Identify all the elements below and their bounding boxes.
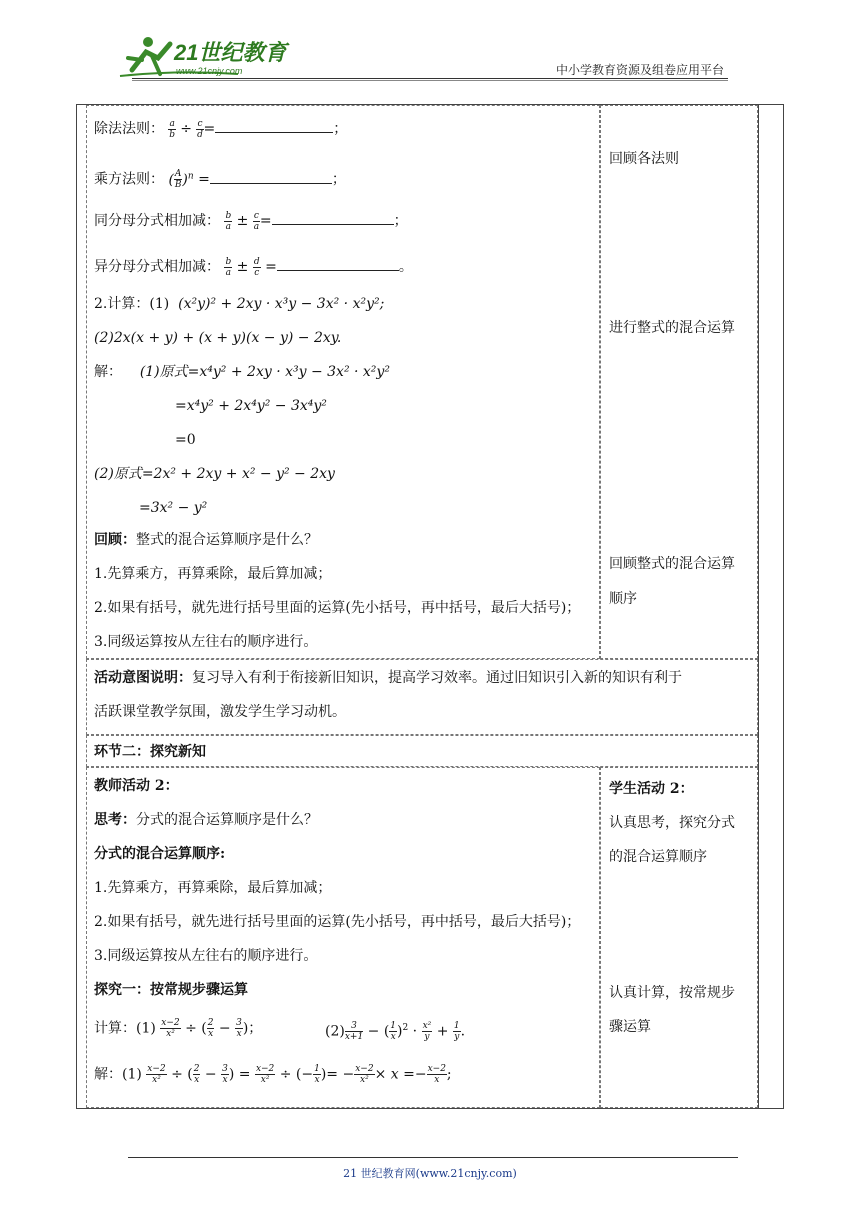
explore-calc: 计算：(1) $\frac{x-2}{\text{x²}}$ ÷ ( $\frac{2}{x}$ − $\frac{3}{x}$ )； — [94, 1018, 263, 1039]
intent-line-1: 活动意图说明：复习导入有利于衔接新旧知识，提高学习效率。通过旧知识引入新的知识有利于 — [94, 670, 682, 686]
student-note-2b: 骤运算 — [609, 1019, 651, 1035]
solution-2b: =3x² − y² — [139, 500, 208, 516]
stage2-title: 环节二：探究新知 — [94, 744, 206, 760]
footer-text: 21 世纪教育网(www.21cnjy.com) — [343, 1167, 517, 1180]
order-title: 分式的混合运算顺序: — [94, 846, 226, 862]
rule-same-denominator: 同分母分式相加减： $\frac{b}{a}$ ± $\frac{c}{a}$ = ； — [94, 210, 408, 232]
solution-1b: =x⁴y² + 2x⁴y² − 3x⁴y² — [175, 398, 327, 414]
lesson-table — [76, 104, 784, 1109]
review-step-3: 3.同级运算按从左往右的顺序进行。 — [94, 634, 318, 650]
note-review-rules: 回顾各法则 — [609, 151, 679, 167]
note-review-order-b: 顺序 — [609, 591, 637, 607]
section2-content-cell — [86, 767, 600, 1108]
student-note-2a: 认真计算，按常规步 — [609, 985, 735, 1001]
section1-notes-cell — [600, 105, 758, 659]
solution-1a: 解： (1)原式=x⁴y² + 2xy · x³y − 3x² · x²y² — [94, 364, 390, 380]
stage2-title-cell — [86, 735, 758, 767]
intent-line-2: 活跃课堂教学氛围，激发学生学习动机。 — [94, 704, 346, 720]
review-step-1: 1.先算乘方，再算乘除，最后算加减； — [94, 566, 332, 582]
explore-title: 探究一：按常规步骤运算 — [94, 982, 248, 998]
calc-problem-1: 2.计算：(1) (x²y)² + 2xy · x³y − 3x² · x²y²; — [94, 296, 385, 312]
student-note-1a: 认真思考，探究分式 — [609, 815, 735, 831]
order-step-1: 1.先算乘方，再算乘除，最后算加减； — [94, 880, 332, 896]
site-logo — [118, 30, 308, 82]
explore-solution: 解：(1) $\frac{x-2}{\text{x²}}$ ÷ ( $\frac{2}{x}$ − $\frac{3}{x}$ ) = $\frac{x-2}{\text{x²}}$ ÷ (− $\frac{1}{x}$ )= − $\frac{x-2}{\text{x²}}$ × x =− $\frac{x-2}{x}$ ; — [94, 1064, 452, 1085]
rule-division: 除法法则： $\frac{a}{b}$ ÷ $\frac{c}{d}$ = ； — [94, 118, 348, 140]
rule-power: 乘方法则： ( $\frac{A}{B}$ )$^n$ = ； — [94, 169, 346, 191]
think-question: 思考：分式的混合运算顺序是什么？ — [94, 812, 318, 828]
section2-student-cell — [600, 767, 758, 1108]
order-step-2: 2.如果有括号，就先进行括号里面的运算(先小括号，再中括号，最后大括号)； — [94, 914, 581, 930]
order-step-3: 3.同级运算按从左往右的顺序进行。 — [94, 948, 318, 964]
note-polynomial-ops: 进行整式的混合运算 — [609, 320, 735, 336]
student-note-1b: 的混合运算顺序 — [609, 849, 707, 865]
student-activity-title: 学生活动 2： — [609, 781, 694, 797]
explore-calc-2: (2) $\frac{3}{x+1}$ − ( $\frac{1}{x}$ )$^2$ · $\frac{\text{x²}}{y}$ + $\frac{1}{y}$ . — [325, 1021, 466, 1043]
svg-text:www.21cnjy.com: www.21cnjy.com — [176, 66, 243, 76]
svg-text:21世纪教育: 21世纪教育 — [174, 40, 287, 65]
right-margin-column — [758, 105, 783, 1108]
rule-diff-denominator: 异分母分式相加减： $\frac{b}{a}$ ± $\frac{d}{c}$ = 。 — [94, 256, 413, 278]
section1-content-cell — [86, 105, 600, 659]
solution-1c: =0 — [175, 432, 196, 448]
note-review-order-a: 回顾整式的混合运算 — [609, 556, 735, 572]
teacher-activity-title: 教师活动 2： — [94, 778, 179, 794]
footer-divider — [128, 1157, 738, 1158]
header-platform-text: 中小学教育资源及组卷应用平台 — [555, 63, 724, 77]
review-question: 回顾：整式的混合运算顺序是什么？ — [94, 532, 318, 548]
header-divider — [132, 78, 728, 79]
calc-problem-2: (2)2x(x + y) + (x + y)(x − y) − 2xy. — [94, 330, 342, 346]
review-step-2: 2.如果有括号，就先进行括号里面的运算(先小括号，再中括号，最后大括号)； — [94, 600, 581, 616]
header-divider-thin — [132, 80, 728, 81]
activity-intent-cell — [86, 659, 758, 735]
solution-2a: (2)原式=2x² + 2xy + x² − y² − 2xy — [94, 466, 335, 482]
